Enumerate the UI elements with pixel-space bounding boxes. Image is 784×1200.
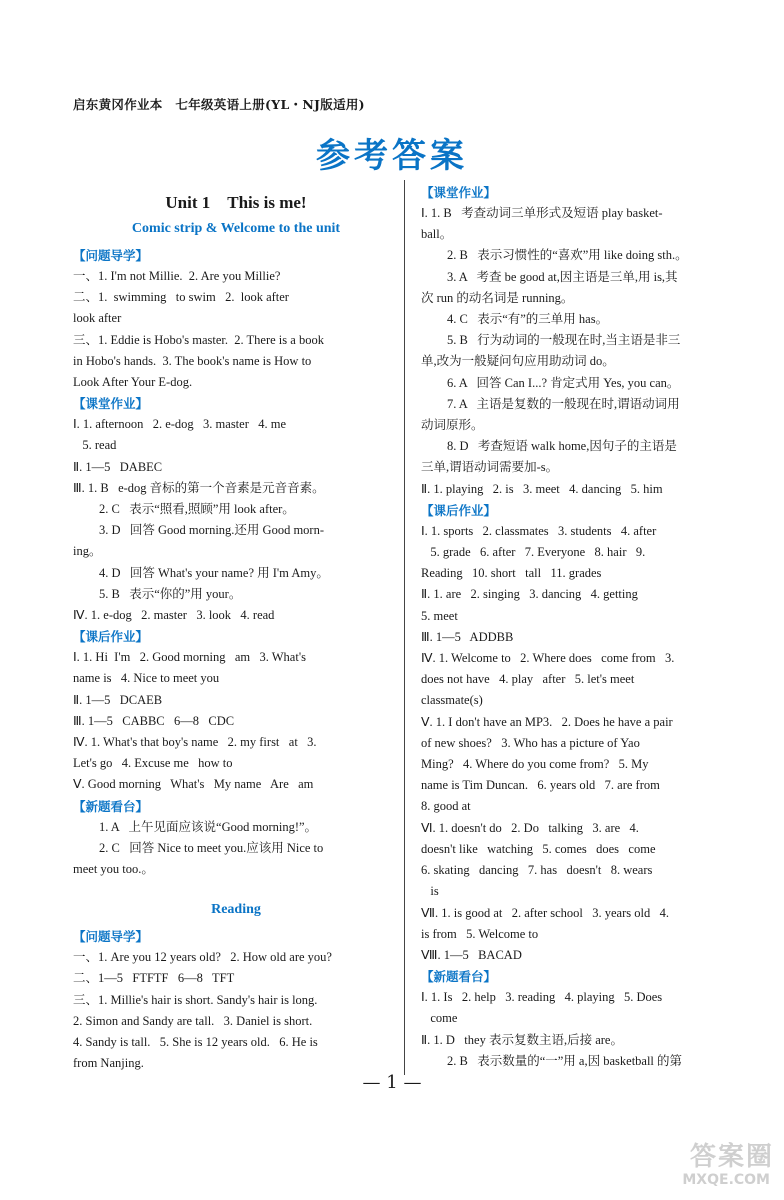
- answer-line: of new shoes? 3. Who has a picture of Yao: [421, 735, 640, 750]
- answer-line: Ming? 4. Where do you come from? 5. My: [421, 757, 649, 772]
- answer-line: name is Tim Duncan. 6. years old 7. are from: [421, 778, 660, 793]
- answer-line: 3. D 回答 Good morning.还用 Good morn-: [99, 523, 324, 538]
- answer-line: classmate(s): [421, 693, 483, 708]
- answer-line: does not have 4. play after 5. let's meet: [421, 672, 635, 687]
- answer-line: Ⅰ. 1. afternoon 2. e-dog 3. master 4. me: [73, 417, 287, 432]
- answer-line: meet you too.。: [73, 862, 154, 877]
- answer-line: Ⅵ. 1. doesn't do 2. Do talking 3. are 4.: [421, 820, 639, 835]
- answer-line: Ⅱ. 1—5 DABEC: [73, 459, 163, 474]
- book-header: 启东黄冈作业本 七年级英语上册(YL・NJ版适用): [73, 97, 365, 112]
- answer-line: is: [421, 884, 439, 899]
- section-title: Reading: [211, 902, 261, 918]
- answer-line: 5. meet: [421, 608, 458, 623]
- answer-line: Look After Your E-dog.: [73, 375, 193, 390]
- answer-line: 3. A 考查 be good at,因主语是三单,用 is,其: [447, 269, 678, 284]
- right-column: [421, 182, 771, 1072]
- answer-line: 1. A 上午见面应该说“Good morning!”。: [99, 819, 318, 834]
- answer-line: Ⅰ. 1. B 考查动词三单形式及短语 play basket-: [421, 206, 663, 220]
- answer-line: ing。: [73, 544, 102, 559]
- section-tag: 【课后作业】: [421, 502, 497, 518]
- section-tag: 【新题看台】: [73, 798, 149, 814]
- answer-line: 6. skating dancing 7. has doesn't 8. wears: [421, 863, 653, 878]
- section-tag: 【课堂作业】: [73, 396, 149, 412]
- answer-line: Ⅱ. 1. are 2. singing 3. dancing 4. getting: [421, 587, 638, 602]
- watermark-text: 答案圈: [689, 1142, 774, 1172]
- answer-line: Ⅳ. 1. Welcome to 2. Where does come from 3.: [421, 651, 675, 666]
- answer-line: in Hobo's hands. 3. The book's name is How to: [73, 353, 312, 368]
- answer-line: 一、1. I'm not Millie. 2. Are you Millie?: [73, 269, 281, 283]
- left-column: [73, 182, 399, 1075]
- answer-line: Ⅲ. 1. B e-dog 音标的第一个音素是元音音素。: [73, 480, 325, 495]
- answer-line: 2. C 表示“照看,照顾”用 look after。: [99, 502, 295, 517]
- answer-line: 三、1. Millie's hair is short. Sandy's hair is long.: [73, 992, 318, 1007]
- answer-line: 4. C 表示“有”的三单用 has。: [447, 312, 609, 327]
- answer-line: 次 run 的动名词是 running。: [421, 290, 574, 305]
- answer-line: 2. Simon and Sandy are tall. 3. Daniel is short.: [73, 1013, 313, 1028]
- answer-line: Reading 10. short tall 11. grades: [421, 566, 602, 581]
- answer-line: Ⅳ. 1. What's that boy's name 2. my first at 3.: [73, 735, 317, 750]
- section-tag: 【问题导学】: [73, 248, 149, 263]
- answer-line: is from 5. Welcome to: [421, 926, 539, 941]
- answer-line: Ⅱ. 1—5 DCAEB: [73, 692, 163, 707]
- answer-line: 二、1—5 FTFTF 6—8 TFT: [73, 971, 235, 986]
- answer-line: Ⅳ. 1. e-dog 2. master 3. look 4. read: [73, 608, 275, 623]
- answer-line: 三单,谓语动词需要加-s。: [421, 460, 559, 475]
- section-tag: 【新题看台】: [421, 969, 497, 985]
- answer-line: 2. B 表示数量的“一”用 a,因 basketball 的第: [447, 1053, 683, 1068]
- answer-line: 一、1. Are you 12 years old? 2. How old are you?: [73, 950, 332, 965]
- answer-line: 5. B 表示“你的”用 your。: [99, 586, 242, 601]
- answer-line: 5. grade 6. after 7. Everyone 8. hair 9.: [421, 545, 646, 560]
- section-tag: 【课堂作业】: [421, 185, 497, 200]
- answer-line: ball。: [421, 227, 453, 242]
- answer-line: 二、1. swimming to swim 2. look after: [73, 290, 289, 305]
- answer-line: 4. D 回答 What's your name? 用 I'm Amy。: [99, 565, 329, 580]
- spacer: [73, 880, 399, 894]
- answer-line: 2. C 回答 Nice to meet you.应该用 Nice to: [99, 840, 324, 855]
- page-title: 参考答案: [316, 136, 468, 176]
- answer-line: 8. D 考查短语 walk home,因句子的主语是: [447, 439, 677, 454]
- answer-line: Ⅲ. 1—5 ADDBB: [421, 629, 514, 644]
- answer-line: Ⅰ. 1. Is 2. help 3. reading 4. playing 5. Does: [421, 990, 663, 1005]
- answer-line: 单,改为一般疑问句应用助动词 do。: [421, 354, 615, 369]
- answer-line: look after: [73, 311, 122, 326]
- answer-line: 7. A 主语是复数的一般现在时,谓语动词用: [447, 396, 680, 411]
- answer-line: Ⅱ. 1. playing 2. is 3. meet 4. dancing 5. him: [421, 481, 663, 496]
- section-tag: 【问题导学】: [73, 929, 149, 945]
- page-number: — 1 —: [362, 1072, 422, 1093]
- section-tag: 【课后作业】: [73, 629, 149, 645]
- answer-line: 2. B 表示习惯性的“喜欢”用 like doing sth.。: [447, 248, 688, 263]
- answer-line: 5. B 行为动词的一般现在时,当主语是非三: [447, 333, 681, 348]
- answer-line: 三、1. Eddie is Hobo's master. 2. There is a book: [73, 332, 324, 347]
- answer-line: Ⅴ. 1. I don't have an MP3. 2. Does he have a pair: [421, 714, 673, 729]
- answer-line: Ⅰ. 1. Hi I'm 2. Good morning am 3. What's: [73, 650, 306, 665]
- answer-line: 动词原形。: [421, 418, 484, 433]
- answer-line: 8. good at: [421, 799, 471, 814]
- answer-line: Ⅲ. 1—5 CABBC 6—8 CDC: [73, 713, 235, 728]
- column-divider: [404, 180, 405, 1075]
- answer-line: come: [421, 1011, 458, 1026]
- answer-line: Ⅴ. Good morning What's My name Are am: [73, 777, 314, 792]
- watermark-logo: [644, 1136, 774, 1188]
- watermark-url: MXQE.COM: [682, 1172, 770, 1188]
- answer-line: 4. Sandy is tall. 5. She is 12 years old. 6. He is: [73, 1035, 318, 1050]
- answer-line: doesn't like watching 5. comes does come: [421, 841, 656, 856]
- answer-line: Ⅶ. 1. is good at 2. after school 3. years old 4.: [421, 905, 669, 920]
- answer-line: Ⅱ. 1. D they 表示复数主语,后接 are。: [421, 1032, 623, 1047]
- answer-line: 5. read: [73, 438, 117, 453]
- section-title: Comic strip & Welcome to the unit: [131, 221, 341, 236]
- answer-line: Let's go 4. Excuse me how to: [73, 756, 233, 771]
- answer-line: name is 4. Nice to meet you: [73, 671, 220, 686]
- answer-line: Ⅰ. 1. sports 2. classmates 3. students 4. after: [421, 523, 657, 538]
- unit-title: Unit 1 This is me!: [165, 193, 307, 212]
- answer-line: from Nanjing.: [73, 1056, 144, 1071]
- answer-line: Ⅷ. 1—5 BACAD: [421, 947, 522, 962]
- answer-line: 6. A 回答 Can I...? 肯定式用 Yes, you can。: [447, 375, 680, 390]
